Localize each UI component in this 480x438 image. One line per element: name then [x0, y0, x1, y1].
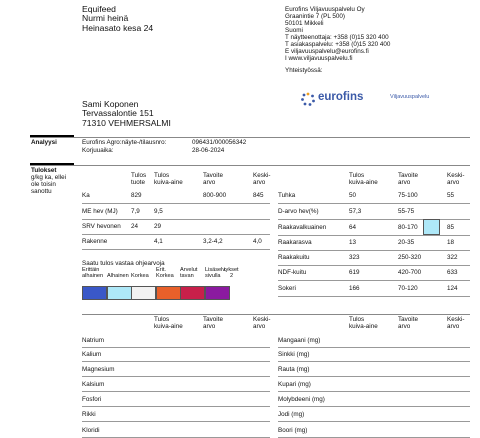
result-name: SRV hevonen: [82, 223, 121, 230]
company-line: I www.viljavuuspalvelu.fi: [285, 55, 353, 63]
row-divider: [278, 361, 470, 362]
legend-label-line: Korkea: [156, 273, 174, 280]
result-product: 7,9: [131, 208, 140, 215]
mineral-name: Jodi (mg): [278, 411, 305, 418]
result-target: 20-35: [398, 239, 415, 246]
customer-line: Heinasato kesa 24: [82, 22, 154, 33]
row-divider: [278, 406, 470, 407]
result-name: Raakakuitu: [278, 254, 310, 261]
legend-swatch: [156, 286, 181, 300]
customer-line: Equifeed: [82, 4, 116, 14]
header-line: arvo: [398, 323, 411, 331]
result-average: 55: [447, 192, 455, 199]
row-divider: [82, 391, 270, 392]
row-divider: [278, 280, 470, 281]
mineral-name: Rikki: [82, 411, 96, 418]
company-line: Eurofins Viljavuuspalvelu Oy: [285, 6, 365, 13]
header-line: arvo: [203, 179, 216, 187]
column-header: [398, 316, 418, 330]
lab-number-label: Eurofins Agro:näyte-/tilausnro:: [82, 139, 167, 146]
result-name: Ka: [82, 192, 90, 199]
logo-name: eurofins: [318, 91, 364, 103]
column-header: [131, 172, 146, 186]
legend-swatch: [107, 286, 132, 300]
row-divider: [278, 235, 470, 236]
legend-label: [205, 267, 226, 280]
legend-swatch: [180, 286, 205, 300]
row-divider: [278, 203, 470, 204]
header-line: Tavoite: [398, 316, 418, 323]
legend-label: [131, 267, 149, 280]
header-line: Tulos: [131, 172, 147, 179]
company-line: T asiakaspalvelu: +358 (0)15 320 400: [285, 41, 391, 49]
result-drymatter: 13: [349, 239, 357, 246]
company-line: 50101 Mikkeli: [285, 20, 324, 28]
result-product: 24: [131, 223, 139, 230]
result-average: 633: [447, 269, 458, 276]
header-line: arvo: [253, 179, 266, 187]
header-line: arvo: [447, 179, 460, 187]
legend-swatch: [205, 286, 230, 300]
legend-label-line: Lisäselv.: [205, 267, 227, 273]
legend-label-line: sivulla: [205, 273, 221, 280]
logo-subtitle: Viljavuuspalvelu: [390, 94, 430, 100]
result-drymatter: 57,3: [349, 208, 362, 215]
result-average: 845: [253, 192, 264, 199]
header-line: Keski-: [447, 172, 465, 179]
header-line: kuiva-aine: [349, 323, 378, 331]
legend-label: [82, 267, 103, 280]
header-line: Keski-: [447, 316, 465, 323]
row-divider: [82, 361, 270, 362]
company-line: T näytteenottaja: +358 (0)15 320 400: [285, 34, 389, 42]
row-divider: [278, 421, 470, 422]
result-name: Sokeri: [278, 285, 296, 292]
result-name: D-arvo hev(%): [278, 208, 319, 215]
result-average: 4,0: [253, 238, 262, 245]
result-name: NDF-kuitu: [278, 269, 307, 276]
results-label: [31, 167, 66, 195]
row-divider: [278, 391, 470, 392]
result-name: ME hev (MJ): [82, 208, 118, 215]
header-line: kuiva-aine: [154, 179, 183, 187]
column-header: [253, 172, 271, 186]
result-target: 3,2-4,2: [203, 238, 223, 245]
header-line: Tulos: [154, 172, 170, 179]
company-address: [285, 6, 390, 74]
analysis-label: Analyysi: [31, 139, 57, 146]
column-header: [154, 172, 183, 186]
mineral-name: Kloridi: [82, 427, 100, 434]
result-name: Raakarasva: [278, 239, 312, 246]
column-header: [447, 172, 465, 186]
result-average: 18: [447, 239, 455, 246]
legend-label-line: Erit.: [156, 267, 166, 273]
mineral-name: Sinkki (mg): [278, 351, 310, 358]
row-divider: [82, 347, 270, 348]
legend-label-line: Arvelut: [180, 267, 198, 273]
row-divider: [82, 219, 270, 220]
row-divider: [278, 347, 470, 348]
divider: [30, 137, 470, 138]
result-name: Tuhka: [278, 192, 296, 199]
header-line: arvo: [447, 323, 460, 331]
result-average: 124: [447, 285, 458, 292]
harvest-date-label: Korjuuaika:: [82, 147, 114, 154]
eurofins-logo: [300, 91, 470, 111]
legend-label-line: Erittäin: [82, 267, 100, 273]
header-line: arvo: [253, 323, 266, 331]
mineral-name: Natrium: [82, 337, 105, 344]
result-drymatter: 4,1: [154, 238, 163, 245]
results-label-line: sanottu: [31, 188, 52, 196]
header-line: Keski-: [253, 172, 271, 179]
result-drymatter: 29: [154, 223, 162, 230]
company-line: Graanintie 7 (PL 500): [285, 13, 345, 21]
result-target: 75-100: [398, 192, 418, 199]
result-target: 55-75: [398, 208, 415, 215]
result-marker: [423, 219, 440, 235]
legend-extra-line: tykset: [224, 267, 239, 273]
results-label-line: Tulokset: [31, 167, 57, 174]
recipient-address: [82, 100, 171, 128]
header-line: Tavoite: [203, 172, 223, 179]
mineral-name: Boori (mg): [278, 427, 308, 434]
result-drymatter: 323: [349, 254, 360, 261]
cooperation-label: Yhteistyössä:: [285, 67, 323, 75]
recipient-line: Sami Koponen: [82, 99, 139, 109]
result-drymatter: 50: [349, 192, 357, 199]
header-line: Tulos: [349, 172, 365, 179]
legend-label-line: tavan: [180, 273, 194, 280]
result-target: 420-700: [398, 269, 422, 276]
legend-extra-line: 2: [230, 273, 234, 280]
result-product: 829: [131, 192, 142, 199]
column-header: [203, 316, 223, 330]
row-divider: [82, 406, 270, 407]
header-line: Tavoite: [398, 172, 418, 179]
row-divider: [278, 296, 470, 297]
result-drymatter: 619: [349, 269, 360, 276]
customer-header: [82, 5, 153, 33]
column-header: [349, 316, 378, 330]
header-line: tuote: [131, 179, 146, 187]
column-header: [154, 316, 183, 330]
divider: [30, 165, 470, 166]
result-target: 70-120: [398, 285, 418, 292]
header-line: kuiva-aine: [154, 323, 183, 331]
row-divider: [278, 219, 470, 220]
result-name: Raakavalkuainen: [278, 224, 327, 231]
mineral-name: Magnesium: [82, 366, 115, 373]
result-drymatter: 9,5: [154, 208, 163, 215]
column-header: [253, 316, 271, 330]
company-line: E viljavuuspalvelu@eurofins.fi: [285, 48, 369, 56]
mineral-name: Molybdeeni (mg): [278, 396, 325, 403]
recipient-line: 71310 VEHMERSALMI: [82, 117, 171, 128]
lab-number-value: 096431/000056342: [192, 139, 247, 146]
row-divider: [278, 265, 470, 266]
column-header: [398, 172, 418, 186]
result-average: 85: [447, 224, 455, 231]
row-divider: [278, 376, 470, 377]
header-line: Tulos: [349, 316, 365, 323]
legend-label-line: Korkea: [131, 273, 149, 280]
result-name: Rakenne: [82, 238, 108, 245]
eurofins-dots-icon: [300, 91, 316, 107]
legend-label: [156, 267, 174, 280]
legend-title: Saatu tulos vastaa ohjearvoja: [82, 260, 165, 267]
mineral-name: Kalsium: [82, 381, 105, 388]
legend-swatch: [82, 286, 107, 300]
legend-label: [107, 267, 129, 280]
header-line: arvo: [203, 323, 216, 331]
result-drymatter: 64: [349, 224, 357, 231]
recipient-line: Tervassalontie 151: [82, 108, 154, 119]
results-label-line: ole toisin: [31, 181, 56, 189]
row-divider: [278, 250, 470, 251]
company-line: Suomi: [285, 27, 303, 35]
column-header: [349, 172, 378, 186]
mineral-name: Mangaani (mg): [278, 337, 321, 344]
result-target: 800-900: [203, 192, 227, 199]
result-target: 80-170: [398, 224, 418, 231]
header-line: kuiva-aine: [349, 179, 378, 187]
header-line: arvo: [398, 179, 411, 187]
customer-line: Nurmi heinä: [82, 13, 129, 24]
results-label-line: g/kg ka, ellei: [31, 174, 67, 182]
row-divider: [82, 234, 270, 235]
legend-swatch: [131, 286, 156, 300]
row-divider: [82, 203, 270, 204]
result-drymatter: 166: [349, 285, 360, 292]
header-line: Keski-: [253, 316, 271, 323]
mineral-name: Rauta (mg): [278, 366, 310, 373]
column-header: [447, 316, 465, 330]
header-line: Tulos: [154, 316, 170, 323]
mineral-name: Kalium: [82, 351, 102, 358]
row-divider: [82, 249, 270, 250]
mineral-name: Fosfori: [82, 396, 102, 403]
result-target: 250-320: [398, 254, 422, 261]
legend-label-line: Alhainen: [107, 273, 129, 280]
harvest-date-value: 28-06-2024: [192, 147, 225, 154]
row-divider: [82, 421, 270, 422]
result-average: 322: [447, 254, 458, 261]
divider: [82, 314, 470, 315]
column-header: [203, 172, 223, 186]
legend-label-line: alhainen: [82, 273, 104, 280]
header-line: Tavoite: [203, 316, 223, 323]
legend-label: [180, 267, 197, 280]
mineral-name: Kupari (mg): [278, 381, 311, 388]
row-divider: [82, 376, 270, 377]
